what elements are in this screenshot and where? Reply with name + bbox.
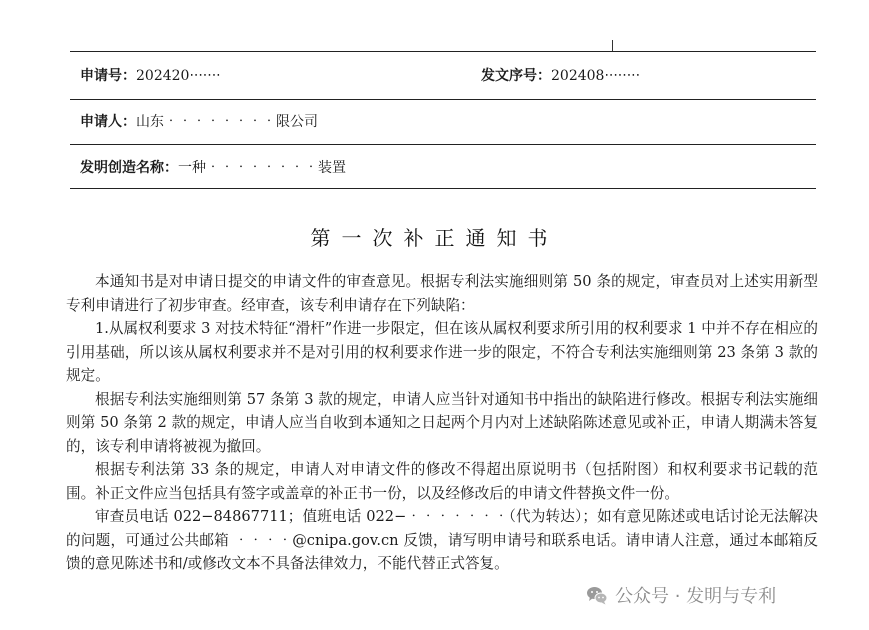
- applicant-value: 山东‧‧‧‧‧‧‧‧限公司: [136, 114, 318, 130]
- dispatch-number: [481, 67, 640, 85]
- paragraph-scope: 根据专利法第 33 条的规定，申请人对申请文件的修改不得超出原说明书（包括附图）和权利要求书记载的范围。补正文件应当包括具有签字或盖章的补正书一份，以及经修改后的申请文件替换文件一份。: [66, 461, 818, 502]
- paragraph-contact: 审查员电话 022−84867711；值班电话 022−‧‧‧‧‧‧‧（代为转达）；如有意见陈述或电话讨论无法解决的问题，可通过公共邮箱 ‧‧‧‧@cnipa.gov.cn 反馈，请写明申请号和联系电话。请申请人注意，通过本邮箱反馈的意见陈述书和/或修改文本不具备法律效力，不能代替正式答复。: [66, 508, 818, 572]
- dispatch-number-value: 202408‧‧‧‧‧‧‧‧: [551, 68, 641, 84]
- watermark-text: 公众号 · 发明与专利: [615, 586, 777, 607]
- notice-body: [66, 270, 818, 576]
- invention-name-value: 一种‧‧‧‧‧‧‧‧装置: [178, 160, 346, 176]
- application-number-value: 202420‧‧‧‧‧‧‧: [136, 68, 221, 84]
- watermark: [585, 582, 776, 608]
- application-number-label: 申请号：: [80, 68, 136, 84]
- rule-line-2: [70, 99, 816, 100]
- margin-tick: [612, 40, 613, 51]
- rule-line-top: [70, 51, 816, 52]
- paragraph-intro: 本通知书是对申请日提交的申请文件的审查意见。根据专利法实施细则第 50 条的规定，审查员对上述实用新型专利申请进行了初步审查。经审查，该专利申请存在下列缺陷：: [66, 273, 818, 314]
- applicant: [80, 113, 318, 131]
- dispatch-number-label: 发文序号：: [481, 68, 551, 84]
- applicant-label: 申请人：: [80, 114, 136, 130]
- document-title: 第一次补正通知书: [310, 226, 559, 250]
- paragraph-amendment: 根据专利法实施细则第 57 条第 3 款的规定，申请人应当针对通知书中指出的缺陷进行修改。根据专利法实施细则第 50 条第 2 款的规定，申请人应当自收到本通知之日起两个月内对上述缺陷陈述意见或补正，申请人期满未答复的，该专利申请将被视为撤回。: [66, 390, 818, 455]
- paragraph-defect-1: 1.从属权利要求 3 对技术特征“滑杆”作进一步限定，但在该从属权利要求所引用的权利要求 1 中并不存在相应的引用基础，所以该从属权利要求并不是对引用的权利要求作进一步的限定，不符合专利法实施细则第 23 条第 3 款的规定。: [66, 320, 818, 384]
- rule-line-4: [70, 188, 816, 189]
- wechat-icon: [585, 583, 609, 607]
- invention-name: [80, 159, 346, 177]
- invention-name-label: 发明创造名称：: [80, 160, 178, 176]
- application-number: [80, 67, 221, 85]
- rule-line-3: [70, 144, 816, 145]
